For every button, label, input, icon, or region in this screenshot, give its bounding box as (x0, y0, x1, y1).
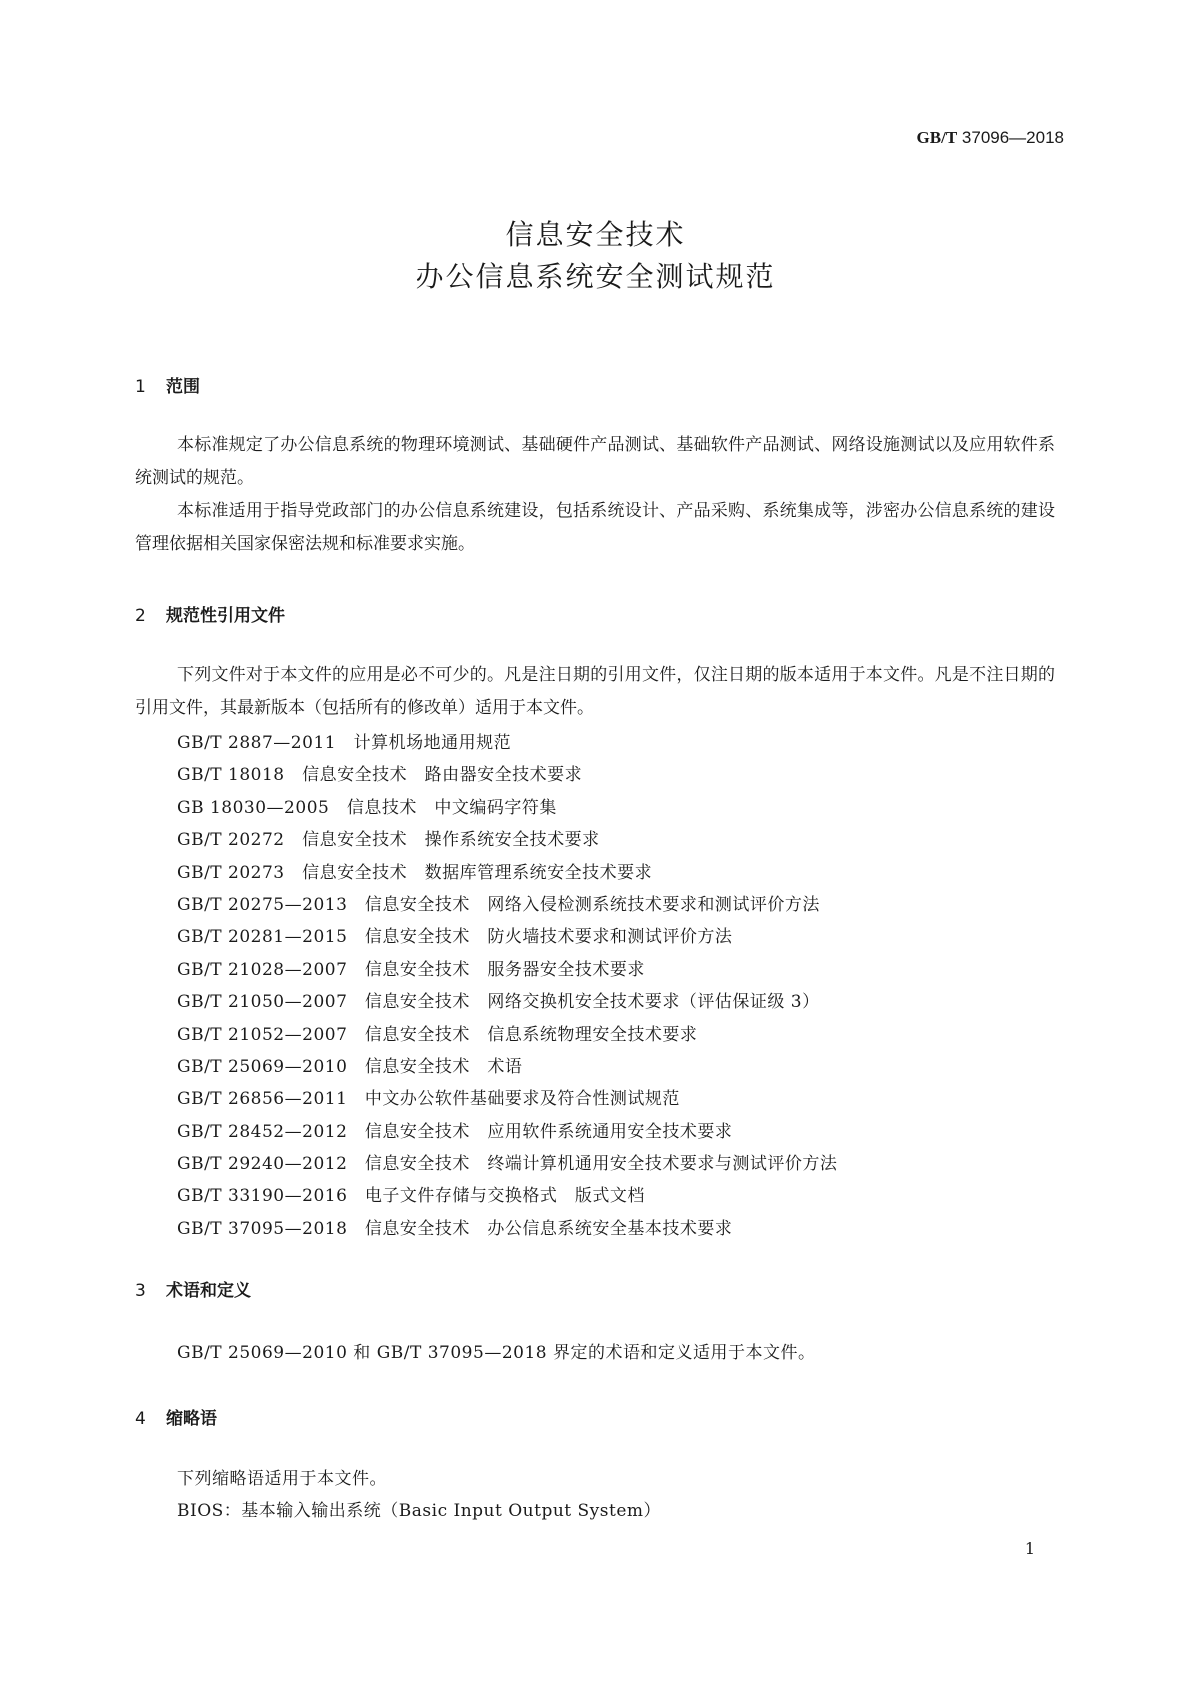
abbreviation-item: BIOS：基本输入输出系统（Basic Input Output System） (177, 1501, 662, 1521)
section-2-intro: 下列文件对于本文件的应用是必不可少的。凡是注日期的引用文件，仅注日期的版本适用于本文件。凡是不注日期的引用文件，其最新版本（包括所有的修改单）适用于本文件。 (135, 665, 1055, 718)
reference-item: GB/T 28452—2012 信息安全技术 应用软件系统通用安全技术要求 (177, 1121, 733, 1142)
section-4-intro: 下列缩略语适用于本文件。 (177, 1469, 387, 1489)
reference-item: GB/T 29240—2012 信息安全技术 终端计算机通用安全技术要求与测试评价方法 (177, 1154, 838, 1175)
reference-item: GB/T 25069—2010 信息安全技术 术语 (177, 1056, 523, 1077)
reference-item: GB/T 20281—2015 信息安全技术 防火墙技术要求和测试评价方法 (177, 927, 733, 948)
section-1-paragraph-2: 本标准适用于指导党政部门的办公信息系统建设，包括系统设计、产品采购、系统集成等，涉密办公信息系统的建设管理依据相关国家保密法规和标准要求实施。 (135, 501, 1055, 554)
section-4-heading (135, 1404, 217, 1429)
section-2-title: 规范性引用文件 (166, 606, 285, 626)
reference-item: GB/T 33190—2016 电子文件存储与交换格式 版式文档 (177, 1186, 645, 1207)
reference-item: GB/T 20275—2013 信息安全技术 网络入侵检测系统技术要求和测试评价方法 (177, 894, 820, 915)
section-1-number: 1 (135, 377, 146, 397)
reference-list (177, 727, 837, 1245)
reference-item: GB/T 2887—2011 计算机场地通用规范 (177, 733, 512, 753)
reference-item: GB/T 18018 信息安全技术 路由器安全技术要求 (177, 765, 583, 786)
section-3-number: 3 (135, 1281, 146, 1301)
section-1-paragraph-1: 本标准规定了办公信息系统的物理环境测试、基础硬件产品测试、基础软件产品测试、网络设施测试以及应用软件系统测试的规范。 (135, 435, 1055, 488)
section-2-heading (135, 601, 285, 626)
reference-item: GB/T 21028—2007 信息安全技术 服务器安全技术要求 (177, 959, 645, 980)
reference-item: GB/T 37095—2018 信息安全技术 办公信息系统安全基本技术要求 (177, 1218, 733, 1239)
section-3-title: 术语和定义 (166, 1281, 251, 1301)
reference-item: GB/T 20273 信息安全技术 数据库管理系统安全技术要求 (177, 862, 653, 883)
reference-item: GB/T 26856—2011 中文办公软件基础要求及符合性测试规范 (177, 1089, 680, 1110)
section-2-number: 2 (135, 606, 146, 626)
section-3-text: GB/T 25069—2010 和 GB/T 37095—2018 界定的术语和定义适用于本文件。 (177, 1343, 816, 1363)
section-4-title: 缩略语 (166, 1409, 217, 1429)
reference-item: GB/T 21050—2007 信息安全技术 网络交换机安全技术要求（评估保证级 3） (177, 992, 820, 1013)
standard-code (917, 128, 1064, 148)
section-1-heading (135, 372, 200, 397)
section-4-number: 4 (135, 1409, 146, 1429)
reference-item: GB/T 20272 信息安全技术 操作系统安全技术要求 (177, 830, 600, 851)
section-3-heading (135, 1276, 251, 1301)
page-number: 1 (1024, 1539, 1035, 1558)
standard-number: 37096—2018 (961, 128, 1064, 147)
title-line-1: 信息安全技术 (505, 218, 686, 251)
section-1-title: 范围 (166, 377, 200, 397)
title-line-2: 办公信息系统安全测试规范 (415, 260, 776, 293)
standard-prefix: GB/T (916, 128, 958, 147)
reference-item: GB/T 21052—2007 信息安全技术 信息系统物理安全技术要求 (177, 1024, 698, 1045)
reference-item: GB 18030—2005 信息技术 中文编码字符集 (177, 797, 557, 818)
